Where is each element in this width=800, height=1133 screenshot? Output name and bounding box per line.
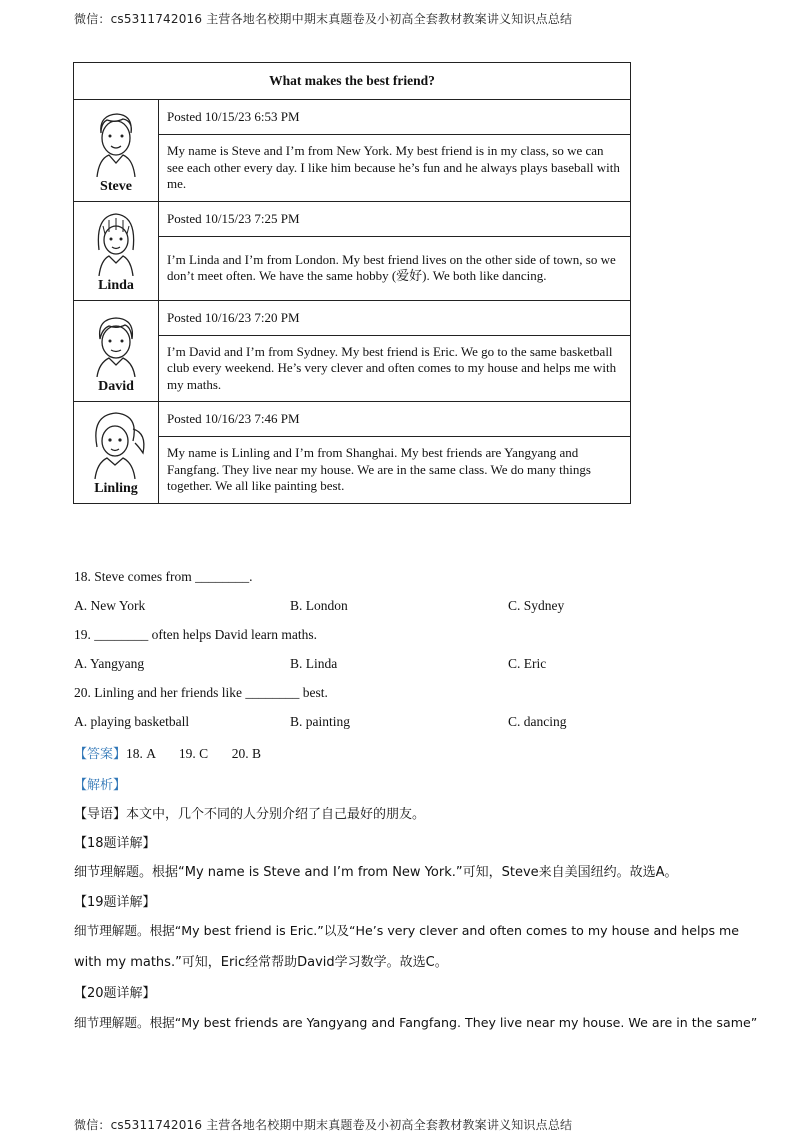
name-label: Linling [94,480,138,496]
option-a: A. playing basketball [74,714,190,729]
post-date: Posted 10/16/23 7:20 PM [159,300,631,335]
option-c: C. Sydney [508,598,565,613]
name-label: David [98,379,134,394]
detail-title: 【18题详解】 [74,836,156,851]
option-b: B. Linda [290,656,338,671]
detail-line: 细节理解题。根据“My best friend is Eric.”以及“He’s very clever and often comes to my house and helps me [74,923,740,938]
avatar-david [74,300,159,402]
boy-portrait-icon [87,311,145,377]
avatar-steve [74,100,159,202]
table-title: What makes the best friend? [74,63,631,100]
question-stem: 20. Linling and her friends like ________ best. [74,685,328,700]
forum-table [73,62,631,504]
option-b: B. painting [290,714,350,729]
post-date: Posted 10/15/23 6:53 PM [159,100,631,135]
analysis-label: 【解析】 [74,778,127,793]
option-b: B. London [290,598,348,613]
option-a: A. Yangyang [74,656,145,671]
post-text: I’m David and I’m from Sydney. My best friend is Eric. We go to the same basketball club every weekend. He’s very clever and often comes to my house and helps me with my maths. [159,335,631,402]
question-stem: 19. ________ often helps David learn maths. [74,627,317,642]
guide-text: 【导语】本文中，几个不同的人分别介绍了自己最好的朋友。 [74,807,426,822]
detail-line: 细节理解题。根据“My name is Steve and I’m from New York.”可知，Steve来自美国纽约。故选A。 [74,865,678,880]
option-c: C. Eric [508,656,547,671]
post-text: My name is Steve and I’m from New York. My best friend is in my class, so we can see each other every day. I like him because he’s fun and he always plays baseball with me. [159,135,631,202]
post-text: My name is Linling and I’m from Shanghai. My best friends are Yangyang and Fangfang. They live near my house. We are in the same class. We do many things together. We all like painting best. [159,437,631,504]
avatar-linling [74,402,159,504]
name-label: Steve [100,178,132,194]
girl-portrait-icon [87,206,145,276]
option-c: C. dancing [508,714,567,729]
detail-title: 【20题详解】 [74,986,156,1001]
detail-title: 【19题详解】 [74,895,156,910]
question-stem: 18. Steve comes from ________. [74,569,253,584]
detail-line: 细节理解题。根据“My best friends are Yangyang and Fangfang. They live near my house. We are in the same” [74,1015,758,1030]
post-date: Posted 10/15/23 7:25 PM [159,201,631,236]
avatar-linda [74,201,159,300]
page-footer: 微信：cs5311742016 主营各地名校期中期末真题卷及小初高全套教材教案讲义知识点总结 [74,1118,573,1132]
post-text: I’m Linda and I’m from London. My best friend lives on the other side of town, so we don’t meet often. We have the same hobby (爱好). We both like dancing. [159,236,631,300]
detail-line: with my maths.”可知，Eric经常帮助David学习数学。故选C。 [74,955,448,970]
boy-portrait-icon [87,107,145,177]
post-date: Posted 10/16/23 7:46 PM [159,402,631,437]
option-a: A. New York [74,598,146,613]
answer-label: 【答案】 [74,747,127,762]
name-label: Linda [98,277,134,293]
girl-portrait-icon [81,407,151,479]
page-header: 微信：cs5311742016 主营各地名校期中期末真题卷及小初高全套教材教案讲义知识点总结 [74,12,573,26]
answer-values: 18. A 19. C 20. B [126,746,262,761]
answer-line [74,743,261,762]
